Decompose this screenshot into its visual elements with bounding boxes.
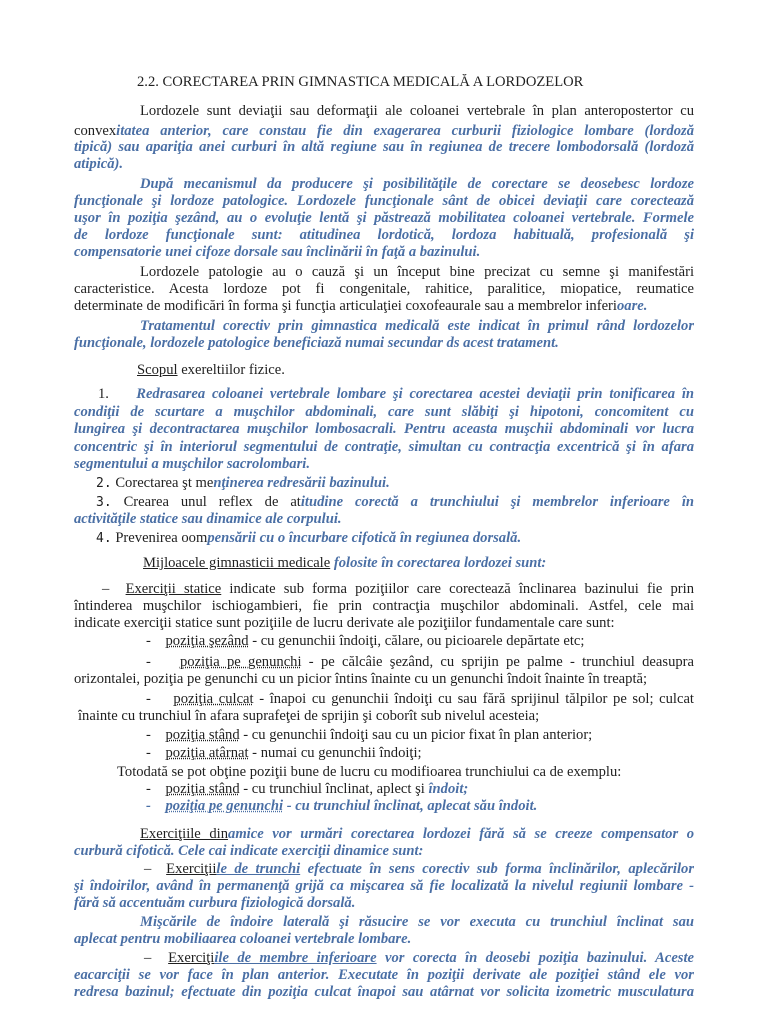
paragraph-line: fără să accentuăm curbura fiziologică dorsală. xyxy=(74,895,356,911)
list-item: 4. Prevenirea oompensării cu o încurbare cifotică în regiunea dorsală. xyxy=(96,530,522,546)
paragraph-line: aplecat pentru mobiliaarea coloanei vertebrale lombare. xyxy=(74,931,412,947)
list-item-line: înainte cu trunchiul în afara suprafeţei de sprijin şi coborît sub nivelul acesteia; xyxy=(78,708,540,724)
list-item: 3. Crearea unul reflex de atitudine corectă a trunchiului şi membrelor inferioare în xyxy=(96,494,694,510)
paragraph-line: întinderea muşchilor ischiogambieri, fie prin contracţia muşchilor abdominali. Astfel, cele mai xyxy=(74,598,694,614)
paragraph-line: Totodată se pot obţine poziţii bune de lucru cu modifioarea trunchiului ca de exemplu: xyxy=(117,764,622,780)
list-item: - poziţia pe genunchi - pe călcâie şezând, cu sprijin pe palme - trunchiul deasupra xyxy=(146,654,694,670)
list-item-line: concentric şi în interiorul segmentului de contraţie, simultan cu contracţia excentrică şi în afara xyxy=(74,439,694,455)
paragraph-line: – Exerciţii statice indicate sub forma poziţiilor care corectează înclinarea bazinului fie prin xyxy=(102,581,694,597)
subsection-heading: Scopul exereltiilor fizice. xyxy=(137,362,285,378)
paragraph-line: – Exerciţiile de membre inferioare vor corecta în deosebi poziţia bazinului. Aceste xyxy=(144,950,694,966)
paragraph-line: – Exerciţiile de trunchi efectuate în sens corectiv sub forma înclinărilor, aplecărilor xyxy=(144,861,694,877)
paragraph-line: Lordozele patologie au o cauză şi un început bine precizat cu semne şi manifestări xyxy=(140,264,694,280)
paragraph-line: După mecanismul da producere şi posibilităţile de corectare se deosebesc lordoze xyxy=(140,176,694,192)
list-item-line: orizontalei, poziţia pe genunchi cu un picior întins înainte cu un genunchi îndoit înainte în treaptă; xyxy=(74,671,648,687)
list-item-line: activităţile statice sau dinamice ale corpului. xyxy=(74,511,342,527)
paragraph-line: indicate exerciţii statice sunt poziţiile de lucru derivate ale poziţiilor fundamentale care sunt: xyxy=(74,615,615,631)
paragraph-line: tipică) sau apariţia anei curburi în altă regiune sau în regiunea de trecere lombodorsală (lordoză xyxy=(74,139,694,155)
list-item: - poziţia pe genunchi - cu trunchiul înclinat, aplecat său îndoit. xyxy=(146,798,538,814)
paragraph-line: determinate de modificări în forma şi funcţia articulaţiei coxofeaurale sau a membrelor inferioare. xyxy=(74,298,648,314)
paragraph-line: de lordoze funcţionale sunt: atitudinea lordotică, lordoza habituală, profesională şi xyxy=(74,227,694,243)
subsection-heading: Mijloacele gimnasticii medicale folosite în corectarea lordozei sunt: xyxy=(143,555,547,571)
list-item-line: segmentului a muşchilor sacrolombari. xyxy=(74,456,310,472)
paragraph-line: eacarciţii se vor face în plan anterior. Executate în poziţii derivate ale poziţiei stând ele vor xyxy=(74,967,694,983)
list-item: 1. Redrasarea coloanei vertebrale lombare şi corectarea acestei deviaţii prin tonificarea în xyxy=(98,386,694,402)
list-item: - poziţia stând - cu genunchii îndoiţi sau cu un picior fixat în plan anterior; xyxy=(146,727,593,743)
paragraph-line: atipică). xyxy=(74,156,124,172)
paragraph-line: uşor în poziţia şezând, au o evoluţie lentă şi păstrează mobilitatea coloanei vertebrale. Formele xyxy=(74,210,694,226)
paragraph-line: funcţionale, lordozele patologice beneficiază numai secundar ds acest tratament. xyxy=(74,335,559,351)
paragraph-line: şi îndoirilor, având în permanenţă grijă ca mişcarea să fie localizată la nivelul regiunii lombare - xyxy=(74,878,694,894)
list-item: 2. Corectarea şt menţinerea redresării bazinului. xyxy=(96,475,390,491)
paragraph-line: Exerciţiile dinamice vor urmări corectarea lordozei fără să se creeze compensator o xyxy=(140,826,694,842)
paragraph-line: redresa bazinul; efectuate din poziţia culcat înapoi sau atârnat vor solicita izometric musculatura xyxy=(74,984,694,1000)
list-item: - poziţia şezând - cu genunchii îndoiţi, călare, ou picioarele depărtate etc; xyxy=(146,633,585,649)
list-item: - poziţia atârnat - numai cu genunchii îndoiţi; xyxy=(146,745,422,761)
paragraph-line: caracteristice. Acesta lordoze pot fi congenitale, rahitice, paralitice, miopatice, reumatice xyxy=(74,281,694,297)
paragraph-line: Mişcările de îndoire laterală şi răsucire se vor executa cu trunchiul înclinat sau xyxy=(140,914,694,930)
list-item: - poziţia stând - cu trunchiul înclinat, aplect şi îndoit; xyxy=(146,781,469,797)
list-item-line: lungirea şi decontractarea muşchilor lombosacrali. Pentru aceasta muşchii abdominali vor lucra xyxy=(74,421,694,437)
list-item: - poziţia culcat - înapoi cu genunchii îndoiţi cu sau fără sprijinul tălpilor pe sol; culcat xyxy=(146,691,694,707)
paragraph-line: funcţionale şi lordoze patologice. Lordozele funcţionale sânt de obicei deviaţii care corectează xyxy=(74,193,694,209)
paragraph-line: curbură cifotică. Cele cai indicate exerciţii dinamice sunt: xyxy=(74,843,424,859)
section-title: 2.2. CORECTAREA PRIN GIMNASTICA MEDICALĂ A LORDOZELOR xyxy=(137,74,584,90)
paragraph-line: Tratamentul corectiv prin gimnastica medicală este indicat în primul rând lordozelor xyxy=(140,318,694,334)
list-item-line: condiţii de scurtare a muşchilor abdominali, care sunt slăbiţi şi hipotoni, concomitent cu xyxy=(74,404,694,420)
paragraph-line: convexitatea anterior, care constau fie din exagerarea curburii fiziologice lombare (lordoză xyxy=(74,123,694,139)
paragraph-line: Lordozele sunt deviaţii sau deformaţii ale coloanei vertebrale în plan anteropostertor cu xyxy=(140,103,694,119)
paragraph-line: compensatorie unei cifoze dorsale sau înclinării în faţă a bazinului. xyxy=(74,244,481,260)
